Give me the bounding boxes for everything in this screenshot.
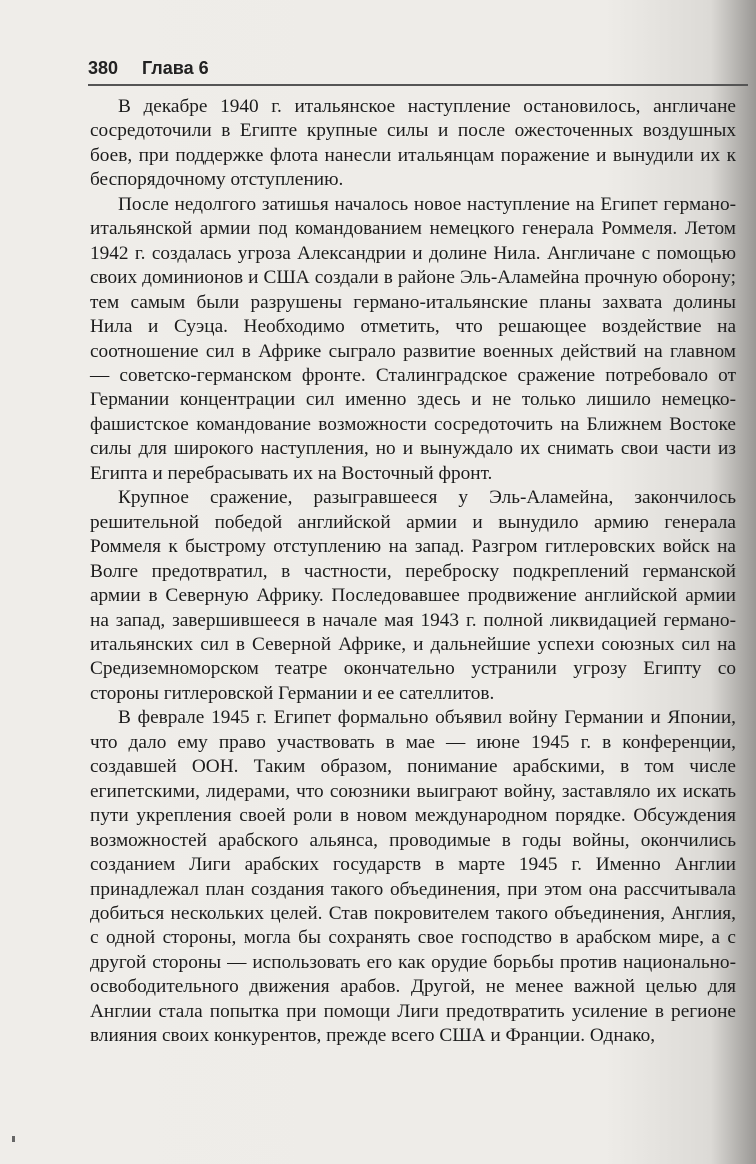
paragraph: В декабре 1940 г. итальянское наступление остановилось, англичане сосредоточили в Египте крупные силы и после ожесточенных воздушных боев, при поддержке флота нанесли итальянцам поражение и вынудили их к беспорядочному отступлению. xyxy=(90,96,736,191)
scan-artifact xyxy=(12,1136,15,1142)
chapter-label: Глава 6 xyxy=(142,58,209,78)
page-number: 380 xyxy=(88,58,119,78)
body-text xyxy=(90,95,736,1049)
paragraph: После недолгого затишья началось новое наступление на Египет германо-итальянской армии под командованием немецкого генерала Роммеля. Летом 1942 г. создалась угроза Александрии и долине Нила. Англичане с помощью своих доминионов и США создали в районе Эль-Аламейна прочную оборону; тем самым были разрушены германо-итальянские планы захвата долины Нила и Суэца. Необходимо отметить, что решающее воздействие на соотношение сил в Африке сыграло развитие военных действий на главном — советско-германском фронте. Сталинградское сражение потребовало от Германии концентрации сил именно здесь и не только лишило немецко-фашистское командование возможности сосредоточить на Ближнем Востоке силы для широкого наступления, но и вынуждало их снимать свои части из Египта и перебрасывать их на Восточный фронт. xyxy=(90,193,736,484)
paragraph: Крупное сражение, разыгравшееся у Эль-Аламейна, закончилось решительной победой английской армии и вынудило армию генерала Роммеля к быстрому отступлению на запад. Разгром гитлеровских войск на Волге предотвратил, в частности, переброску подкреплений германской армии в Северную Африку. Последовавшее продвижение английской армии на запад, завершившееся в начале мая 1943 г. полной ликвидацией германо-итальянских сил в Северной Африке, и дальнейшие успехи союзных сил на Средиземноморском театре окончательно устранили угрозу Египту со стороны гитлеровской Германии и ее сателлитов. xyxy=(90,487,736,704)
header-rule xyxy=(88,84,748,86)
paragraph: В феврале 1945 г. Египет формально объявил войну Германии и Японии, что дало ему право участвовать в мае — июне 1945 г. в конференции, создавшей ООН. Таким образом, понимание арабскими, в том числе египетскими, лидерами, что союзники выиграют войну, заставляло их искать пути укрепления своей роли в новом международном порядке. Обсуждения возможностей арабского альянса, проводимые в годы войны, окончились созданием Лиги арабских государств в марте 1945 г. Именно Англии принадлежал план создания такого объединения, при этом она рассчитывала добиться нескольких целей. Став покровителем такого объединения, Англия, с одной стороны, могла бы сохранять свое господство в арабском мире, а с другой стороны — использовать его как орудие борьбы против национально-освободительного движения арабов. Другой, не менее важной целью для Англии стала попытка при помощи Лиги предотвратить усиление в регионе влияния своих конкурентов, прежде всего США и Франции. Однако, xyxy=(90,707,736,1047)
